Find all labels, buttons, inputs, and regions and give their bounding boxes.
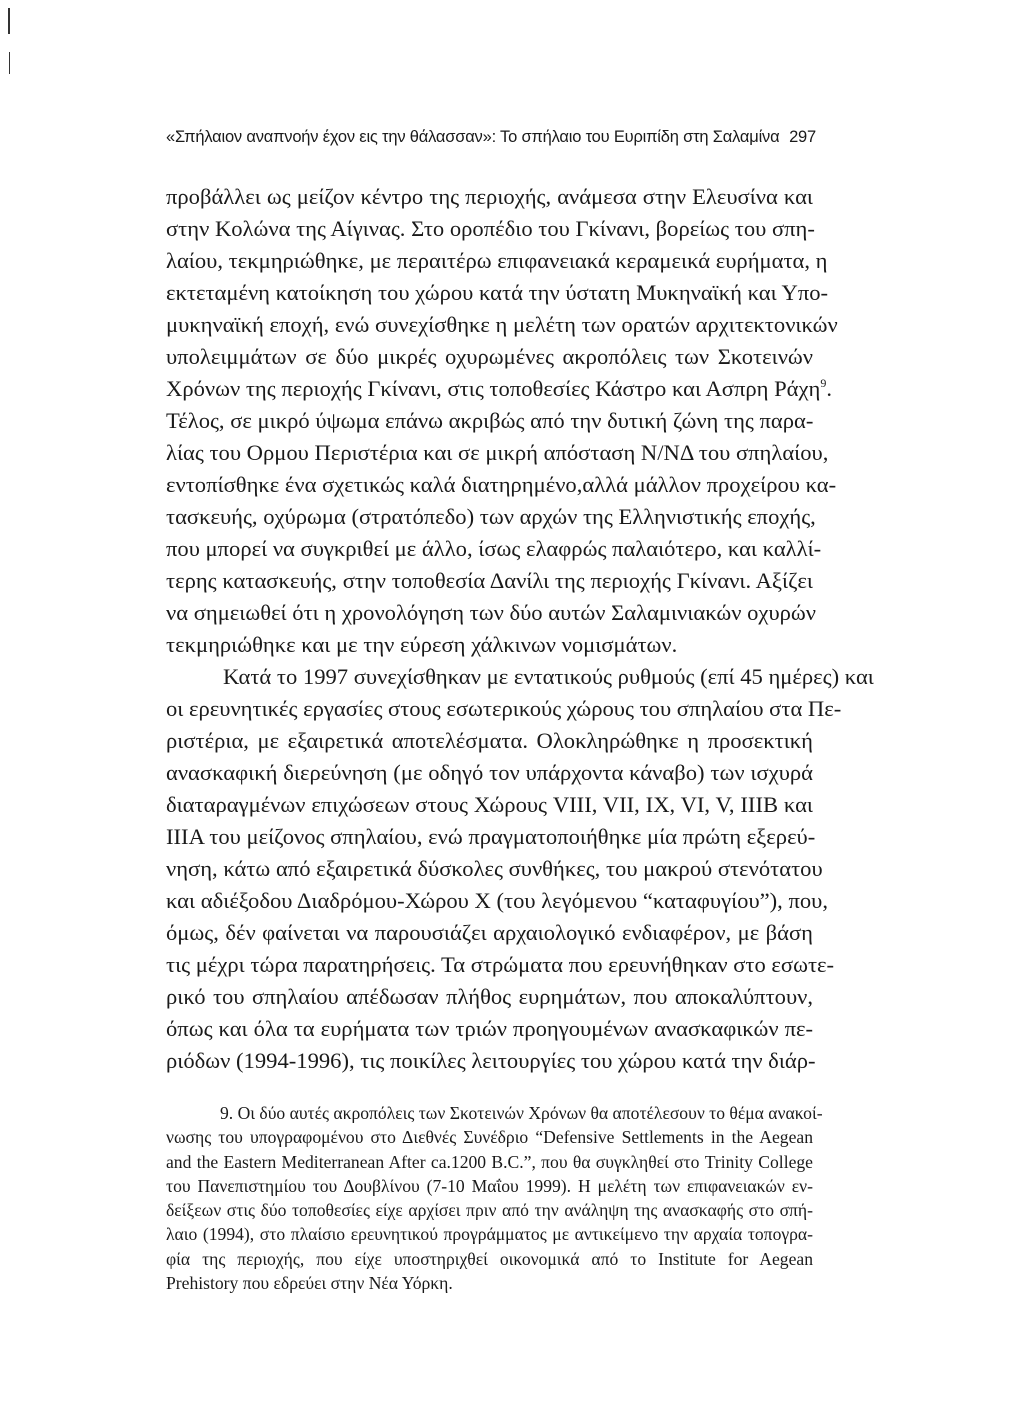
body-line: όπως και όλα τα ευρήματα των τριών προηγουμένων ανασκαφικών πε- <box>166 1016 813 1041</box>
body-line: διαταραγμένων επιχώσεων στους Χώρους VIII, VII, IX, VI, V, IIIB και <box>166 792 813 817</box>
body-line: εντοπίσθηκε ένα σχετικώς καλά διατηρημένο,αλλά μάλλον προχείρου κα- <box>166 472 837 497</box>
footnote-line: φία της περιοχής, που είχε υποστηριχθεί οικονομικά από το Institute for Aegean <box>166 1248 813 1269</box>
body-line: εκτεταμένη κατοίκηση του χώρου κατά την ύστατη Μυκηναϊκή και Υπο- <box>166 280 829 305</box>
body-line: μυκηναϊκή εποχή, ενώ συνεχίσθηκε η μελέτη των ορατών αρχιτεκτονικών <box>166 312 838 337</box>
scan-mark <box>9 52 10 74</box>
body-line: τις μέχρι τώρα παρατηρήσεις. Τα στρώματα που ερευνήθηκαν στο εσωτε- <box>166 952 835 977</box>
body-line: ρικό του σπηλαίου απέδωσαν πλήθος ευρημάτων, που αποκαλύπτουν, <box>166 984 813 1009</box>
body-line: τερης κατασκευής, στην τοποθεσία Δανίλι της περιοχής Γκίνανι. Αξίζει <box>166 568 813 593</box>
body-line: Τέλος, σε μικρό ύψωμα επάνω ακριβώς από την δυτική ζώνη της παρα- <box>166 408 814 433</box>
running-head-title: «Σπήλαιον αναπνοήν έχον εις την θάλασσαν»: Το σπήλαιο του Ευριπίδη στη Σαλαμίνα <box>166 128 780 146</box>
body-line: προβάλλει ως μείζον κέντρο της περιοχής, ανάμεσα στην Ελευσίνα και <box>166 184 813 209</box>
body-line: ριστέρια, με εξαιρετικά αποτελέσματα. Ολοκληρώθηκε η προσεκτική <box>166 728 813 753</box>
body-line: Χρόνων της περιοχής Γκίνανι, στις τοποθεσίες Κάστρο και Ασπρη Ράχη$^9$. <box>166 376 832 401</box>
footnote-line: and the Eastern Mediterranean After ca.1200 B.C.”, που θα συγκληθεί στο Trinity College <box>166 1151 813 1172</box>
body-line: όμως, δέν φαίνεται να παρουσιάζει αρχαιολογικό ενδιαφέρον, με βάση <box>166 920 813 945</box>
body-line: νηση, κάτω από εξαιρετικά δύσκολες συνθήκες, του μακρού στενότατου <box>166 856 823 881</box>
footnote <box>166 1101 823 1295</box>
scan-mark <box>8 8 10 34</box>
body-line: Κατά το 1997 συνεχίσθηκαν με εντατικούς ρυθμούς (επί 45 ημέρες) και <box>223 664 874 689</box>
body-line-text: Χρόνων της περιοχής Γκίνανι, στις τοποθεσίες Κάστρο και Ασπρη Ράχη <box>166 376 821 401</box>
body-line: στην Κολώνα της Αίγινας. Στο οροπέδιο του Γκίνανι, βορείως του σπη- <box>166 216 815 241</box>
body-line: και αδιέξοδου Διαδρόμου-Χώρου Χ (του λεγόμενου “καταφυγίου”), που, <box>166 888 829 913</box>
body-line: ριόδων (1994-1996), τις ποικίλες λειτουργίες του χώρου κατά την διάρ- <box>166 1048 816 1073</box>
body-line: ανασκαφική διερεύνηση (με οδηγό τον υπάρχοντα κάναβο) των ισχυρά <box>166 760 813 785</box>
body-text <box>166 181 874 1077</box>
body-line: τεκμηριώθηκε και με την εύρεση χάλκινων νομισμάτων. <box>166 632 678 657</box>
page-number: 297 <box>789 128 816 146</box>
footnote-line: νωσης του υπογραφομένου στο Διεθνές Συνέδριο “Defensive Settlements in the Aegean <box>166 1127 813 1148</box>
body-line: υπολειμμάτων σε δύο μικρές οχυρωμένες ακροπόλεις των Σκοτεινών <box>166 344 813 369</box>
body-line: οι ερευνητικές εργασίες στους εσωτερικούς χώρους του σπηλαίου στα Πε- <box>166 696 842 721</box>
footnote-line: του Πανεπιστημίου του Δουβλίνου (7-10 Μαΐου 1999). Η μελέτη των επιφανειακών εν- <box>166 1175 813 1196</box>
footnote-line: Prehistory που εδρεύει στην Νέα Υόρκη. <box>166 1273 453 1294</box>
body-line: τασκευής, οχύρωμα (στρατόπεδο) των αρχών της Ελληνιστικής εποχής, <box>166 504 816 529</box>
footnote-line: λαιο (1994), στο πλαίσιο ερευνητικού προγράμματος με αντικείμενο την αρχαία τοπογρα- <box>166 1224 813 1245</box>
body-line: που μπορεί να συγκριθεί με άλλο, ίσως ελαφρώς παλαιότερο, και καλλί- <box>166 536 822 561</box>
body-line: IIIA του μείζονος σπηλαίου, ενώ πραγματοποιήθηκε μία πρώτη εξερεύ- <box>166 824 816 849</box>
body-line: λίας του Ορμου Περιστέρια και σε μικρή απόσταση Ν/ΝΔ του σπηλαίου, <box>166 440 829 465</box>
footnote-line: 9. Οι δύο αυτές ακροπόλεις των Σκοτεινών Χρόνων θα αποτέλεσουν το θέμα ανακοί- <box>220 1103 823 1123</box>
body-line: να σημειωθεί ότι η χρονολόγηση των δύο αυτών Σαλαμινιακών οχυρών <box>166 600 816 625</box>
footnote-line: δείξεων στις δύο τοποθεσίες είχε αρχίσει πριν από την ανάληψη της ανασκαφής στο σπή- <box>166 1200 813 1221</box>
body-line: λαίου, τεκμηριώθηκε, με περαιτέρω επιφανειακά κεραμεικά ευρήματα, η <box>166 248 828 273</box>
footnote-reference: 9 <box>820 376 827 390</box>
